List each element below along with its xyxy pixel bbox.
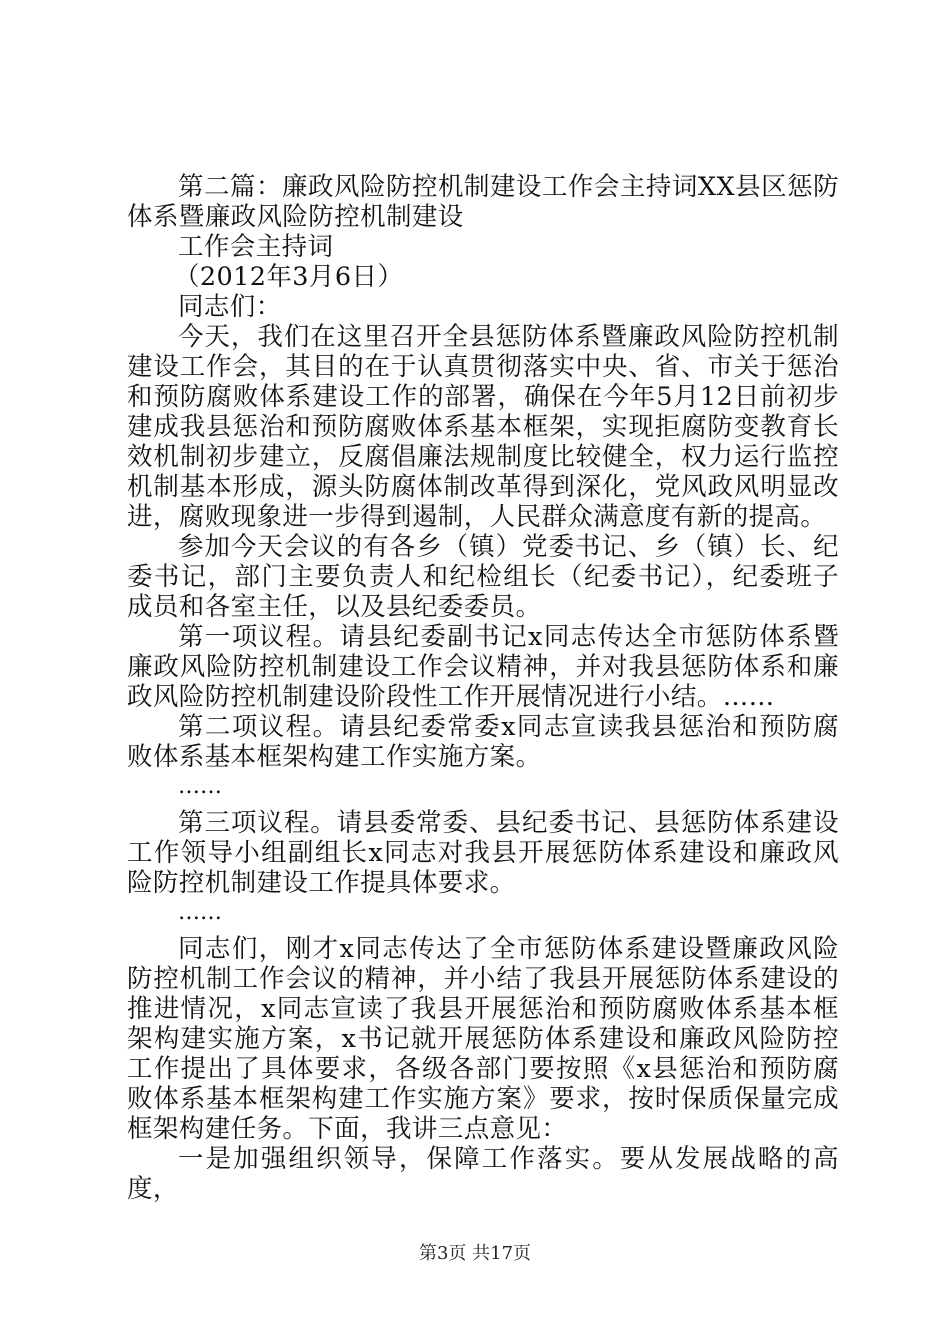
paragraph-summary: 同志们，刚才x同志传达了全市惩防体系建设暨廉政风险防控机制工作会议的精神，并小结了我县开展惩防体系建设的推进情况，x同志宣读了我县开展惩治和预防腐败体系基本框架构建实施方案，x书记就开展惩防体系建设和廉政风险防控工作提出了具体要求，各级各部门要按照《x县惩治和预防腐败体系基本框架构建工作实施方案》要求，按时保质保量完成框架构建任务。下面，我讲三点意见： bbox=[127, 934, 839, 1144]
paragraph-agenda-2: 第二项议程。请县纪委常委x同志宣读我县惩治和预防腐败体系基本框架构建工作实施方案。 bbox=[127, 712, 839, 772]
paragraph-agenda-1: 第一项议程。请县纪委副书记x同志传达全市惩防体系暨廉政风险防控机制建设工作会议精神，并对我县惩防体系和廉政风险防控机制建设阶段性工作开展情况进行小结。…… bbox=[127, 622, 839, 712]
paragraph-attendees: 参加今天会议的有各乡（镇）党委书记、乡（镇）长、纪委书记，部门主要负责人和纪检组长（纪委书记），纪委班子成员和各室主任，以及县纪委委员。 bbox=[127, 532, 839, 622]
page-footer: 第3页 共17页 bbox=[418, 1243, 532, 1264]
ellipsis-1: …… bbox=[178, 774, 222, 799]
document-body bbox=[127, 172, 839, 1204]
paragraph-opening: 今天，我们在这里召开全县惩防体系暨廉政风险防控机制建设工作会，其目的在于认真贯彻落实中央、省、市关于惩治和预防腐败体系建设工作的部署，确保在今年5月12日前初步建成我县惩治和预防腐败体系基本框架，实现拒腐防变教育长效机制初步建立，反腐倡廉法规制度比较健全，权力运行监控机制基本形成，源头防腐体制改革得到深化，党风政风明显改进，腐败现象进一步得到遏制，人民群众满意度有新的提高。 bbox=[127, 322, 839, 532]
ellipsis-2: …… bbox=[178, 900, 222, 925]
document-subheading: 工作会主持词 bbox=[178, 232, 334, 262]
document-heading: 第二篇：廉政风险防控机制建设工作会主持词XX县区惩防体系暨廉政风险防控机制建设 bbox=[127, 172, 839, 232]
paragraph-agenda-3: 第三项议程。请县委常委、县纪委书记、县惩防体系建设工作领导小组副组长x同志对我县开展惩防体系建设和廉政风险防控机制建设工作提具体要求。 bbox=[127, 808, 839, 898]
greeting: 同志们： bbox=[178, 292, 282, 322]
paragraph-point-1: 一是加强组织领导，保障工作落实。要从发展战略的高度， bbox=[127, 1144, 839, 1204]
document-date: （2012年3月6日） bbox=[174, 262, 404, 292]
